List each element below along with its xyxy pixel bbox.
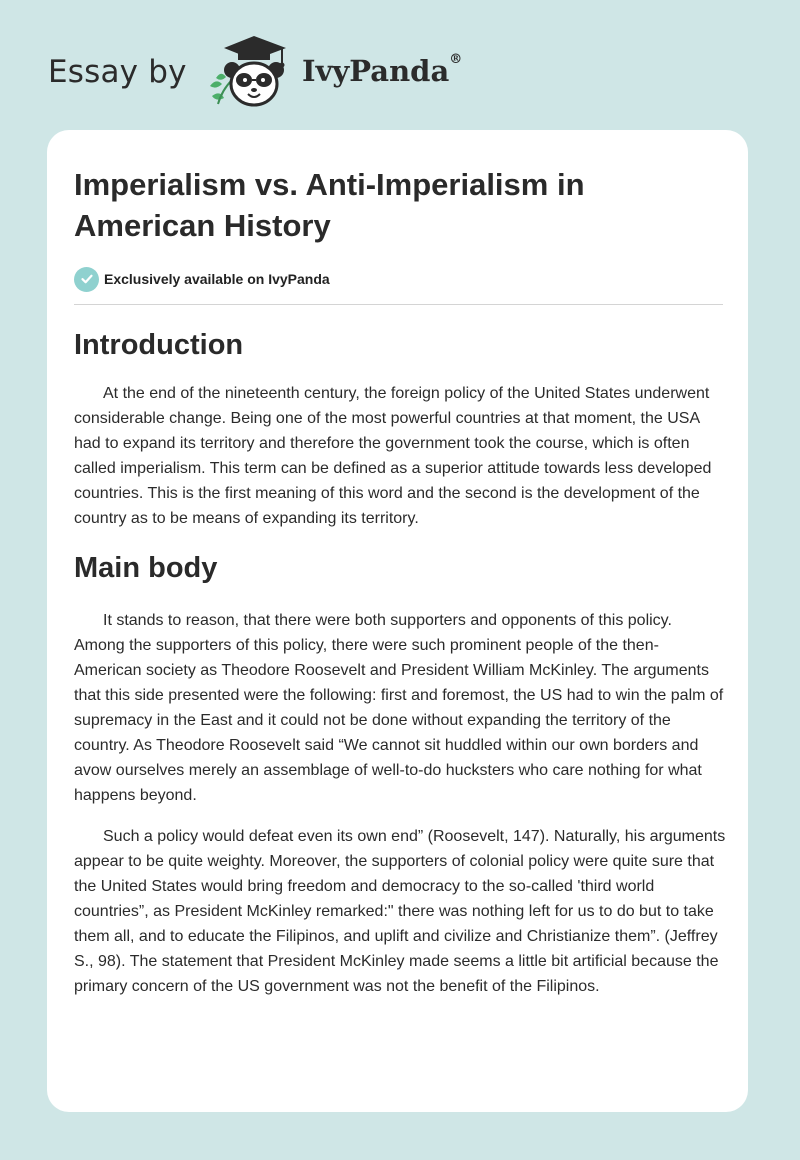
paragraph: At the end of the nineteenth century, the foreign policy of the United States underwent considerable change. Being one of the most powerful countries at that moment, the USA had to expand its territory and therefore the government took the course, which is often called imperialism. This term can be defined as a superior attitude towards less developed countries. This is the first meaning of this word and the second is the development of the country as to be means of expanding its territory. [74, 385, 712, 527]
essay-card [47, 130, 748, 1112]
essay-by-label: Essay by [48, 54, 187, 90]
exclusive-badge [74, 266, 721, 292]
registered-mark: ® [449, 52, 463, 67]
site-header [48, 34, 752, 114]
exclusive-label: Exclusively available on IvyPanda [104, 271, 330, 287]
panda-graduate-icon[interactable] [202, 34, 298, 110]
section-heading-main-body: Main body [74, 552, 218, 584]
paragraph: Such a policy would defeat even its own end” (Roosevelt, 147). Naturally, his arguments appear to be quite weighty. Moreover, the supporters of colonial policy were quite sure that the United States would bring freedom and democracy to the so-called 'third world countries”, as President McKinley remarked:" there was nothing left for us to do but to take them all, and to educate the Filipinos, and uplift and civilize and Christianize them”. (Jeffrey S., 98). The statement that President McKinley made seems a little bit artificial because the primary concern of the US government was not the benefit of the Filipinos. [74, 828, 726, 995]
divider [74, 304, 723, 305]
essay-title: Imperialism vs. Anti-Imperialism in American History [74, 167, 585, 243]
section-heading-introduction: Introduction [74, 329, 244, 361]
check-circle-icon [74, 267, 99, 292]
brand-text: IvyPanda [302, 54, 450, 88]
paragraph: It stands to reason, that there were both supporters and opponents of this policy. Among the supporters of this policy, there were such prominent people of the then-American society as Theodore Roosevelt and President William McKinley. The arguments that this side presented were the following: first and foremost, the US had to win the palm of supremacy in the East and it could not be done without expanding the territory of the country. As Theodore Roosevelt said “We cannot sit huddled within our own borders and avow ourselves merely an assemblage of well-to-do hucksters who care nothing for what happens beyond. [74, 612, 724, 804]
brand-name[interactable] [302, 54, 462, 88]
